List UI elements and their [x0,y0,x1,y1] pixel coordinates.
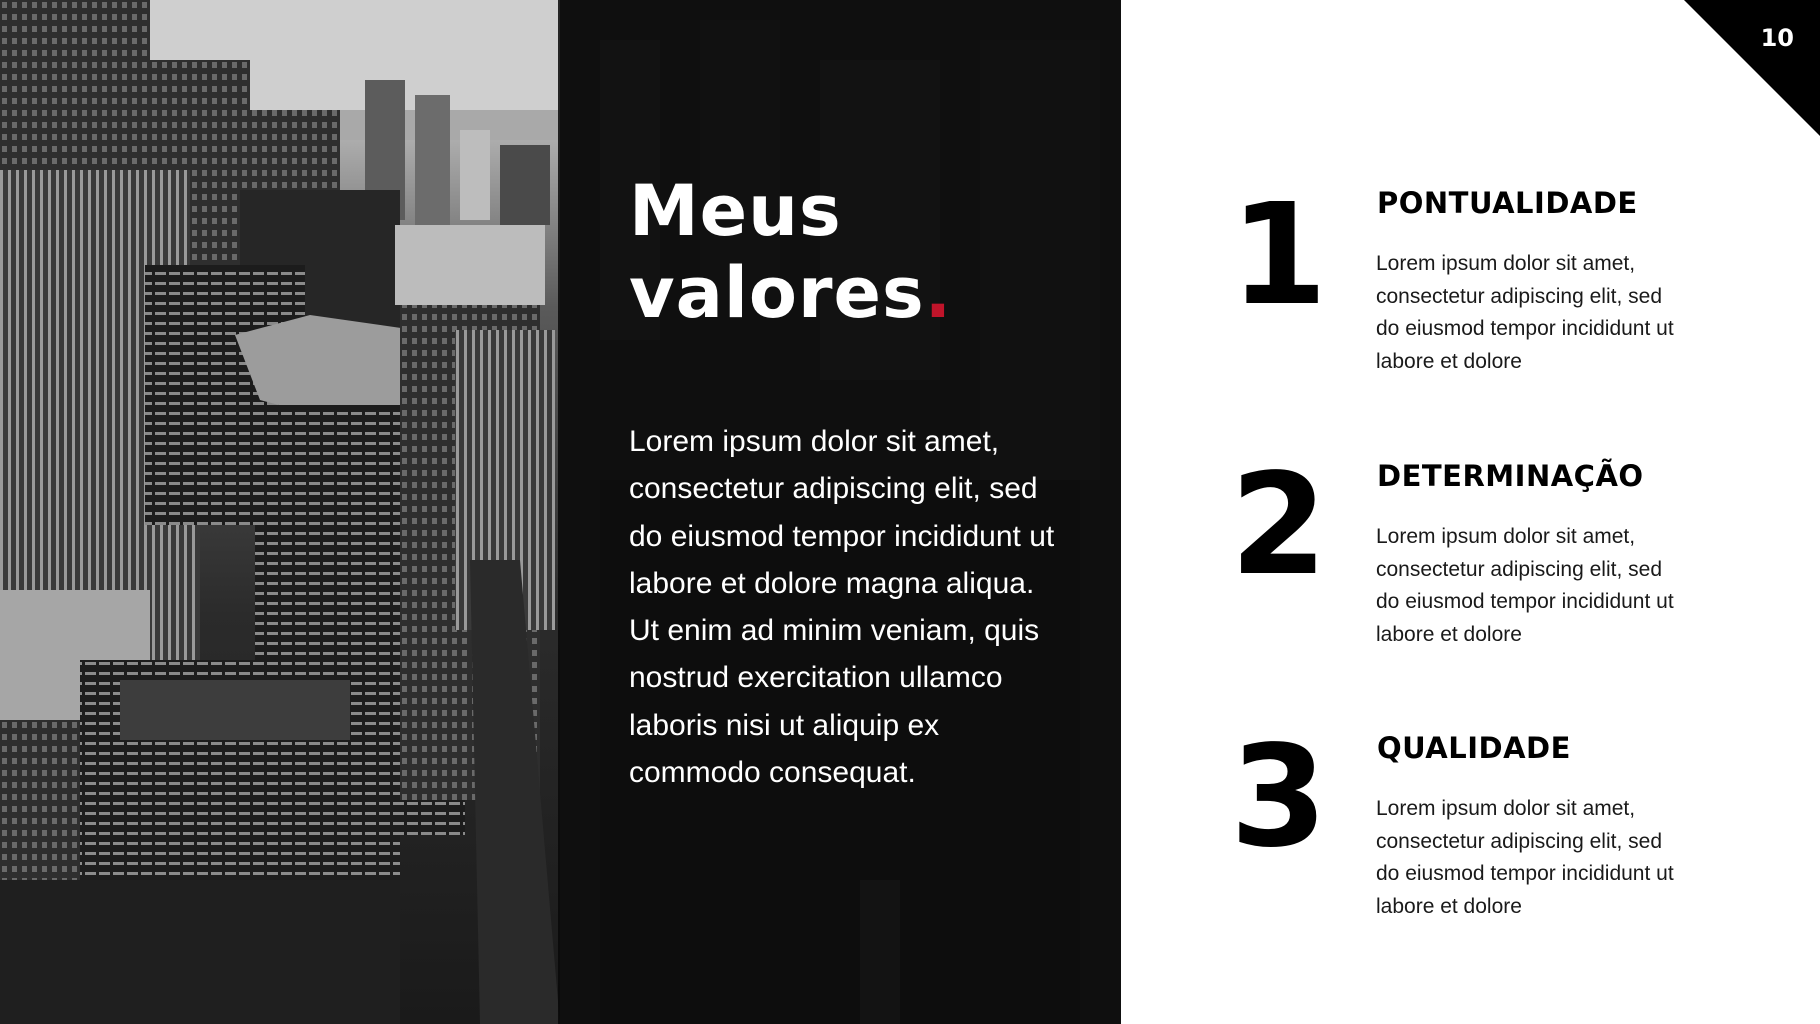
title-accent-dot: . [924,252,953,334]
value-number: 3 [1230,716,1328,879]
value-number: 1 [1230,174,1328,337]
value-description: Lorem ipsum dolor sit amet, consectetur adipiscing elit, sed do eiusmod tempor incididunt ut labore et dolore [1376,797,1674,918]
value-number: 2 [1230,444,1328,607]
value-description: Lorem ipsum dolor sit amet, consectetur adipiscing elit, sed do eiusmod tempor incididunt ut labore et dolore [1376,525,1674,646]
title-line-2: valores [629,252,925,334]
corner-triangle [1684,0,1820,136]
slide-title [629,170,952,334]
value-title: DETERMINAÇÃO [1377,459,1644,493]
page-number: 10 [1760,24,1794,52]
value-description: Lorem ipsum dolor sit amet, consectetur adipiscing elit, sed do eiusmod tempor incididunt ut labore et dolore [1376,252,1674,373]
intro-paragraph: Lorem ipsum dolor sit amet, consectetur adipiscing elit, sed do eiusmod tempor incididunt ut labore et dolore magna aliqua. Ut enim ad minim veniam, quis nostrud exercitation ullamco laboris nisi ut aliquip ex commodo consequat. [629,425,1055,790]
title-line-1: Meus [629,170,842,252]
value-title: QUALIDADE [1377,731,1571,765]
value-title: PONTUALIDADE [1377,186,1638,220]
